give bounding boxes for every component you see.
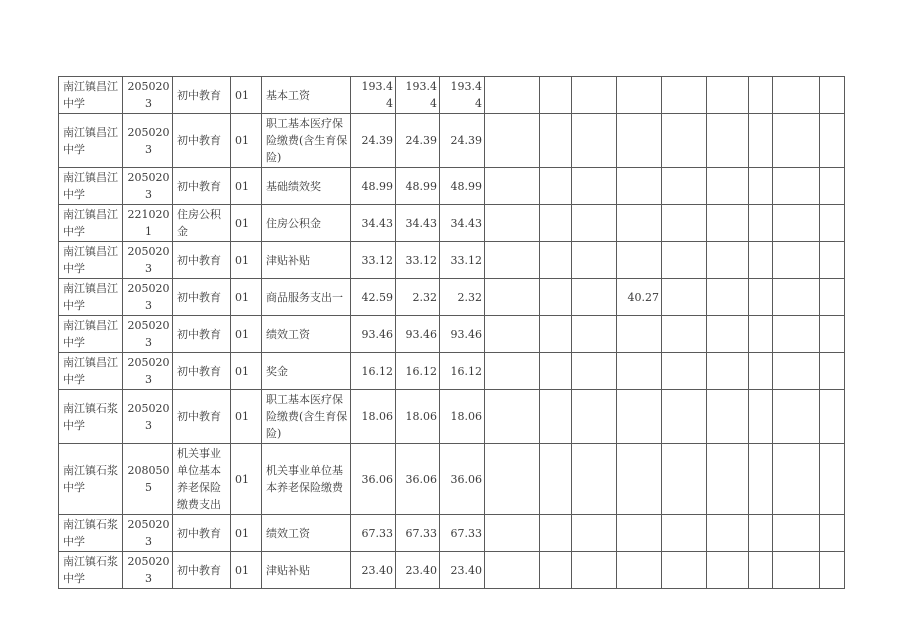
cell-amount-7 xyxy=(617,168,662,205)
cell-amount-11 xyxy=(773,515,820,552)
cell-amount-2: 18.06 xyxy=(396,390,440,444)
cell-amount-1: 24.39 xyxy=(351,114,396,168)
cell-amount-10 xyxy=(749,353,773,390)
cell-amount-2: 36.06 xyxy=(396,444,440,515)
cell-amount-2: 193.44 xyxy=(396,77,440,114)
table-row xyxy=(59,444,845,515)
cell-amount-2: 34.43 xyxy=(396,205,440,242)
cell-amount-7: 40.27 xyxy=(617,279,662,316)
cell-amount-3: 2.32 xyxy=(440,279,485,316)
cell-amount-12 xyxy=(820,205,845,242)
cell-amount-4 xyxy=(485,77,540,114)
cell-function-category: 初中教育 xyxy=(173,279,231,316)
cell-amount-4 xyxy=(485,353,540,390)
cell-amount-8 xyxy=(662,279,707,316)
cell-amount-9 xyxy=(707,114,749,168)
cell-amount-12 xyxy=(820,444,845,515)
cell-amount-6 xyxy=(572,390,617,444)
cell-amount-4 xyxy=(485,242,540,279)
cell-amount-12 xyxy=(820,353,845,390)
cell-amount-5 xyxy=(540,242,572,279)
cell-amount-9 xyxy=(707,279,749,316)
cell-sub-item-code: 01 xyxy=(231,353,262,390)
cell-amount-9 xyxy=(707,444,749,515)
cell-function-category: 初中教育 xyxy=(173,390,231,444)
cell-amount-6 xyxy=(572,242,617,279)
cell-amount-9 xyxy=(707,168,749,205)
cell-amount-9 xyxy=(707,353,749,390)
cell-function-code: 2210201 xyxy=(123,205,173,242)
cell-amount-8 xyxy=(662,552,707,589)
cell-function-category: 初中教育 xyxy=(173,316,231,353)
cell-function-code: 2050203 xyxy=(123,552,173,589)
cell-expense-item: 基础绩效奖 xyxy=(262,168,351,205)
table-row xyxy=(59,515,845,552)
cell-amount-11 xyxy=(773,279,820,316)
cell-sub-item-code: 01 xyxy=(231,390,262,444)
cell-amount-11 xyxy=(773,242,820,279)
cell-amount-7 xyxy=(617,515,662,552)
table-row xyxy=(59,552,845,589)
cell-amount-2: 93.46 xyxy=(396,316,440,353)
cell-function-code: 2050203 xyxy=(123,168,173,205)
table-row xyxy=(59,390,845,444)
cell-amount-3: 36.06 xyxy=(440,444,485,515)
table-row xyxy=(59,242,845,279)
cell-amount-5 xyxy=(540,114,572,168)
cell-amount-3: 34.43 xyxy=(440,205,485,242)
cell-amount-1: 18.06 xyxy=(351,390,396,444)
cell-school-name: 南江镇昌江中学 xyxy=(59,77,123,114)
cell-amount-3: 33.12 xyxy=(440,242,485,279)
cell-amount-11 xyxy=(773,552,820,589)
cell-sub-item-code: 01 xyxy=(231,279,262,316)
cell-expense-item: 绩效工资 xyxy=(262,316,351,353)
cell-amount-8 xyxy=(662,205,707,242)
cell-school-name: 南江镇昌江中学 xyxy=(59,205,123,242)
table-row xyxy=(59,168,845,205)
cell-amount-1: 36.06 xyxy=(351,444,396,515)
cell-amount-4 xyxy=(485,444,540,515)
cell-amount-12 xyxy=(820,390,845,444)
cell-school-name: 南江镇昌江中学 xyxy=(59,114,123,168)
cell-amount-7 xyxy=(617,353,662,390)
cell-amount-10 xyxy=(749,444,773,515)
cell-expense-item: 基本工资 xyxy=(262,77,351,114)
cell-amount-6 xyxy=(572,353,617,390)
cell-expense-item: 津贴补贴 xyxy=(262,242,351,279)
cell-amount-5 xyxy=(540,552,572,589)
cell-amount-10 xyxy=(749,205,773,242)
cell-sub-item-code: 01 xyxy=(231,515,262,552)
cell-expense-item: 职工基本医疗保险缴费(含生育保险) xyxy=(262,114,351,168)
cell-amount-5 xyxy=(540,353,572,390)
cell-sub-item-code: 01 xyxy=(231,242,262,279)
cell-amount-1: 67.33 xyxy=(351,515,396,552)
table-row xyxy=(59,353,845,390)
cell-amount-3: 193.44 xyxy=(440,77,485,114)
cell-amount-11 xyxy=(773,390,820,444)
cell-function-category: 初中教育 xyxy=(173,242,231,279)
cell-school-name: 南江镇石浆中学 xyxy=(59,390,123,444)
cell-amount-5 xyxy=(540,515,572,552)
cell-amount-5 xyxy=(540,168,572,205)
cell-school-name: 南江镇石浆中学 xyxy=(59,515,123,552)
cell-amount-4 xyxy=(485,168,540,205)
cell-amount-3: 48.99 xyxy=(440,168,485,205)
cell-amount-2: 33.12 xyxy=(396,242,440,279)
cell-amount-8 xyxy=(662,353,707,390)
cell-function-code: 2050203 xyxy=(123,515,173,552)
cell-amount-5 xyxy=(540,77,572,114)
cell-expense-item: 职工基本医疗保险缴费(含生育保险) xyxy=(262,390,351,444)
cell-sub-item-code: 01 xyxy=(231,316,262,353)
cell-amount-8 xyxy=(662,242,707,279)
cell-function-code: 2080505 xyxy=(123,444,173,515)
cell-function-code: 2050203 xyxy=(123,242,173,279)
cell-amount-9 xyxy=(707,515,749,552)
table-row xyxy=(59,316,845,353)
table-row xyxy=(59,205,845,242)
cell-amount-11 xyxy=(773,114,820,168)
cell-amount-11 xyxy=(773,77,820,114)
cell-function-code: 2050203 xyxy=(123,353,173,390)
cell-amount-9 xyxy=(707,205,749,242)
cell-amount-4 xyxy=(485,390,540,444)
cell-amount-3: 16.12 xyxy=(440,353,485,390)
cell-amount-7 xyxy=(617,242,662,279)
cell-amount-12 xyxy=(820,168,845,205)
cell-amount-3: 93.46 xyxy=(440,316,485,353)
cell-amount-6 xyxy=(572,552,617,589)
cell-school-name: 南江镇石浆中学 xyxy=(59,552,123,589)
cell-amount-12 xyxy=(820,114,845,168)
cell-amount-5 xyxy=(540,205,572,242)
cell-amount-4 xyxy=(485,316,540,353)
cell-expense-item: 津贴补贴 xyxy=(262,552,351,589)
cell-expense-item: 商品服务支出一 xyxy=(262,279,351,316)
cell-sub-item-code: 01 xyxy=(231,114,262,168)
cell-function-code: 2050203 xyxy=(123,390,173,444)
cell-school-name: 南江镇昌江中学 xyxy=(59,279,123,316)
cell-amount-4 xyxy=(485,279,540,316)
cell-amount-10 xyxy=(749,390,773,444)
cell-amount-6 xyxy=(572,316,617,353)
cell-amount-7 xyxy=(617,390,662,444)
cell-amount-11 xyxy=(773,444,820,515)
cell-amount-10 xyxy=(749,77,773,114)
cell-function-category: 初中教育 xyxy=(173,114,231,168)
cell-function-code: 2050203 xyxy=(123,316,173,353)
cell-amount-6 xyxy=(572,168,617,205)
cell-amount-10 xyxy=(749,552,773,589)
cell-function-code: 2050203 xyxy=(123,279,173,316)
cell-amount-12 xyxy=(820,316,845,353)
cell-sub-item-code: 01 xyxy=(231,552,262,589)
cell-amount-1: 34.43 xyxy=(351,205,396,242)
table-row xyxy=(59,77,845,114)
cell-amount-10 xyxy=(749,316,773,353)
cell-amount-1: 193.44 xyxy=(351,77,396,114)
cell-amount-1: 93.46 xyxy=(351,316,396,353)
cell-amount-3: 67.33 xyxy=(440,515,485,552)
cell-function-category: 初中教育 xyxy=(173,353,231,390)
cell-amount-4 xyxy=(485,114,540,168)
table-body xyxy=(59,77,845,589)
cell-amount-1: 33.12 xyxy=(351,242,396,279)
cell-sub-item-code: 01 xyxy=(231,444,262,515)
cell-school-name: 南江镇昌江中学 xyxy=(59,168,123,205)
cell-sub-item-code: 01 xyxy=(231,205,262,242)
cell-function-category: 机关事业单位基本养老保险缴费支出 xyxy=(173,444,231,515)
cell-amount-7 xyxy=(617,444,662,515)
cell-amount-9 xyxy=(707,316,749,353)
cell-amount-5 xyxy=(540,316,572,353)
cell-amount-8 xyxy=(662,316,707,353)
cell-expense-item: 机关事业单位基本养老保险缴费 xyxy=(262,444,351,515)
cell-amount-11 xyxy=(773,316,820,353)
cell-amount-9 xyxy=(707,77,749,114)
cell-amount-11 xyxy=(773,168,820,205)
cell-sub-item-code: 01 xyxy=(231,168,262,205)
cell-amount-8 xyxy=(662,114,707,168)
cell-amount-6 xyxy=(572,114,617,168)
table-row xyxy=(59,114,845,168)
cell-amount-8 xyxy=(662,168,707,205)
cell-amount-6 xyxy=(572,444,617,515)
cell-amount-6 xyxy=(572,77,617,114)
cell-amount-7 xyxy=(617,316,662,353)
cell-sub-item-code: 01 xyxy=(231,77,262,114)
cell-amount-2: 67.33 xyxy=(396,515,440,552)
cell-school-name: 南江镇昌江中学 xyxy=(59,353,123,390)
cell-amount-3: 24.39 xyxy=(440,114,485,168)
cell-amount-1: 48.99 xyxy=(351,168,396,205)
cell-amount-3: 18.06 xyxy=(440,390,485,444)
cell-function-category: 住房公积金 xyxy=(173,205,231,242)
cell-function-category: 初中教育 xyxy=(173,168,231,205)
table-row xyxy=(59,279,845,316)
cell-amount-8 xyxy=(662,515,707,552)
cell-function-category: 初中教育 xyxy=(173,77,231,114)
cell-amount-7 xyxy=(617,552,662,589)
cell-amount-12 xyxy=(820,279,845,316)
cell-amount-5 xyxy=(540,444,572,515)
cell-amount-11 xyxy=(773,353,820,390)
cell-amount-6 xyxy=(572,205,617,242)
cell-amount-4 xyxy=(485,205,540,242)
cell-amount-2: 48.99 xyxy=(396,168,440,205)
cell-amount-8 xyxy=(662,77,707,114)
cell-amount-2: 24.39 xyxy=(396,114,440,168)
cell-amount-9 xyxy=(707,242,749,279)
cell-amount-10 xyxy=(749,279,773,316)
cell-amount-12 xyxy=(820,77,845,114)
cell-expense-item: 奖金 xyxy=(262,353,351,390)
cell-school-name: 南江镇昌江中学 xyxy=(59,316,123,353)
cell-school-name: 南江镇昌江中学 xyxy=(59,242,123,279)
cell-amount-8 xyxy=(662,390,707,444)
cell-amount-4 xyxy=(485,552,540,589)
cell-amount-11 xyxy=(773,205,820,242)
cell-amount-12 xyxy=(820,552,845,589)
cell-amount-6 xyxy=(572,515,617,552)
cell-amount-12 xyxy=(820,515,845,552)
cell-amount-1: 16.12 xyxy=(351,353,396,390)
cell-amount-10 xyxy=(749,114,773,168)
cell-function-category: 初中教育 xyxy=(173,515,231,552)
cell-function-category: 初中教育 xyxy=(173,552,231,589)
cell-amount-8 xyxy=(662,444,707,515)
cell-expense-item: 绩效工资 xyxy=(262,515,351,552)
cell-expense-item: 住房公积金 xyxy=(262,205,351,242)
cell-amount-2: 23.40 xyxy=(396,552,440,589)
cell-amount-1: 23.40 xyxy=(351,552,396,589)
cell-amount-5 xyxy=(540,279,572,316)
cell-amount-10 xyxy=(749,168,773,205)
cell-amount-7 xyxy=(617,114,662,168)
cell-amount-7 xyxy=(617,77,662,114)
cell-amount-9 xyxy=(707,552,749,589)
cell-amount-6 xyxy=(572,279,617,316)
cell-amount-7 xyxy=(617,205,662,242)
cell-school-name: 南江镇石浆中学 xyxy=(59,444,123,515)
cell-amount-1: 42.59 xyxy=(351,279,396,316)
cell-amount-10 xyxy=(749,242,773,279)
cell-function-code: 2050203 xyxy=(123,77,173,114)
budget-expenditure-table xyxy=(58,76,845,589)
cell-amount-10 xyxy=(749,515,773,552)
cell-amount-4 xyxy=(485,515,540,552)
cell-amount-5 xyxy=(540,390,572,444)
cell-amount-12 xyxy=(820,242,845,279)
cell-function-code: 2050203 xyxy=(123,114,173,168)
cell-amount-9 xyxy=(707,390,749,444)
cell-amount-3: 23.40 xyxy=(440,552,485,589)
cell-amount-2: 16.12 xyxy=(396,353,440,390)
cell-amount-2: 2.32 xyxy=(396,279,440,316)
